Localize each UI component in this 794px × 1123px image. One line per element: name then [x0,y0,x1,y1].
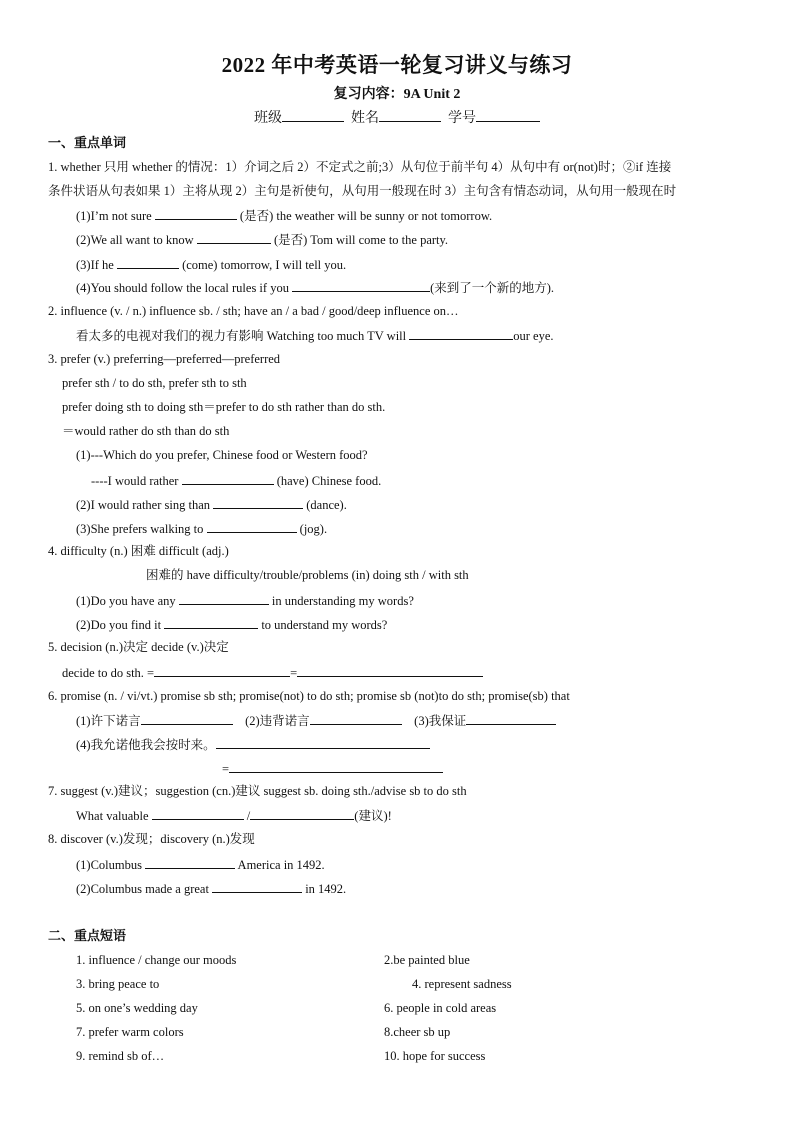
student-info-row [0,109,794,128]
answer-blank[interactable] [297,664,483,677]
whether-ex2 [76,231,448,248]
ex-text: (建议)! [354,809,392,823]
ex-text: to understand my words? [261,618,388,632]
phrase-item: 7. prefer warm colors [76,1025,184,1039]
page-title: 2022 年中考英语一轮复习讲义与练习 [221,53,573,77]
decision-line1: 5. decision (n.)决定 decide (v.)决定 [48,640,229,654]
decision-line2 [62,664,483,681]
influence-ex1 [76,327,554,344]
ex-text: What valuable [76,809,149,823]
ex-text: = [222,762,230,776]
ex-text: (3)If he [76,258,114,272]
whether-ex4 [76,279,554,296]
difficulty-ex2 [76,616,387,633]
ex-text: / [246,809,251,823]
phrase-item: 10. hope for success [384,1049,486,1063]
prefer-line2: prefer sth / to do sth, prefer sth to sth [62,376,247,390]
promise-line1: 6. promise (n. / vi/vt.) promise sb sth; promise(not) to do sth; promise sb (not)to do sth; promise(sb) that [48,689,570,703]
ex-text: (3)我保证 [414,714,467,728]
prefer-ex1b [91,472,381,489]
answer-blank[interactable] [229,760,443,773]
name-label: 姓名 [351,111,379,126]
ex-text: (1)许下诺言 [76,714,141,728]
discover-line1: 8. discover (v.)发现；discovery (n.)发现 [48,832,255,846]
ex-text: America in 1492. [237,858,325,872]
promise-ex4b [222,760,443,777]
ex-text: 看太多的电视对我们的视力有影响 Watching too much TV will [76,329,407,343]
ex-text: (2)违背诺言 [245,714,310,728]
ex-text: (1)I’m not sure [76,209,152,223]
answer-blank[interactable] [207,520,297,533]
phrase-item: 6. people in cold areas [384,1001,497,1015]
ex-text: (4)You should follow the local rules if you [76,281,289,295]
ex-text: (2)Columbus made a great [76,882,209,896]
section2-heading: 二、重点短语 [48,928,127,943]
answer-blank[interactable] [141,712,233,725]
page-subtitle: 复习内容：9A Unit 2 [333,87,461,102]
answer-blank[interactable] [409,327,513,340]
ex-text: in 1492. [305,882,347,896]
name-blank[interactable] [379,109,441,122]
difficulty-line2: 困难的 have difficulty/trouble/problems (in) doing sth / with sth [146,568,469,582]
whether-line1: 1. whether 只用 whether 的情况：1）介词之后 2）不定式之前;3）从句位于前半句 4）从句中有 or(not)时；②if 连接 [48,160,672,174]
ex-text: (4)我允诺他我会按时来。 [76,738,216,752]
ex-text: = [290,666,298,680]
answer-blank[interactable] [154,664,290,677]
prefer-line1: 3. prefer (v.) preferring—preferred—preferred [48,352,281,366]
suggest-ex1 [76,807,392,824]
ex-text: (dance). [306,498,347,512]
ex-text: (是否) Tom will come to the party. [273,233,449,247]
ex-text: (来到了一个新的地方). [430,281,555,295]
promise-ex1-3 [76,712,556,729]
class-blank[interactable] [282,109,344,122]
influence-line1: 2. influence (v. / n.) influence sb. / sth; have an / a bad / good/deep influence on… [48,304,459,318]
ex-text: (1)Do you have any [76,594,176,608]
prefer-ex1: (1)---Which do you prefer, Chinese food or Western food? [76,448,368,462]
whether-ex3 [76,256,346,273]
ex-text: (have) Chinese food. [276,474,382,488]
phrase-item: 3. bring peace to [76,977,160,991]
suggest-line1: 7. suggest (v.)建议；suggestion (cn.)建议 suggest sb. doing sth./advise sb to do sth [48,784,467,798]
phrase-item: 5. on one’s wedding day [76,1001,198,1015]
answer-blank[interactable] [250,807,354,820]
answer-blank[interactable] [155,207,237,220]
answer-blank[interactable] [182,472,274,485]
ex-text: (come) tomorrow, I will tell you. [182,258,347,272]
ex-text: (2)We all want to know [76,233,194,247]
answer-blank[interactable] [197,231,271,244]
ex-text: (3)She prefers walking to [76,522,204,536]
ex-text: (2)I would rather sing than [76,498,210,512]
whether-line2: 条件状语从句表如果 1）主将从现 2）主句是祈使句，从句用一般现在时 3）主句含有情态动词，从句用一般现在时 [48,184,677,198]
phrase-item: 2.be painted blue [384,953,470,967]
ex-text: (是否) the weather will be sunny or not tomorrow. [239,209,493,223]
phrase-item: 9. remind sb of… [76,1049,165,1063]
ex-text: decide to do sth. = [62,666,155,680]
phrase-item: 4. represent sadness [412,977,512,991]
answer-blank[interactable] [179,592,269,605]
answer-blank[interactable] [213,496,303,509]
answer-blank[interactable] [117,256,179,269]
ex-text: ----I would rather [91,474,179,488]
phrase-item: 1. influence / change our moods [76,953,237,967]
answer-blank[interactable] [292,279,430,292]
answer-blank[interactable] [152,807,244,820]
ex-text: (jog). [299,522,328,536]
prefer-line4: ＝would rather do sth than do sth [62,424,230,438]
answer-blank[interactable] [145,856,235,869]
whether-ex1 [76,207,492,224]
answer-blank[interactable] [216,736,430,749]
promise-ex4 [76,736,430,753]
difficulty-ex1 [76,592,414,609]
ex-text: our eye. [513,329,554,343]
number-label: 学号 [448,111,476,126]
answer-blank[interactable] [466,712,556,725]
phrase-item: 8.cheer sb up [384,1025,451,1039]
ex-text: in understanding my words? [271,594,414,608]
discover-ex2 [76,880,346,897]
prefer-ex3 [76,520,327,537]
answer-blank[interactable] [310,712,402,725]
difficulty-line1: 4. difficulty (n.) 困难 difficult (adj.) [48,544,229,558]
answer-blank[interactable] [212,880,302,893]
prefer-line3: prefer doing sth to doing sth＝prefer to do sth rather than do sth. [62,400,386,414]
answer-blank[interactable] [164,616,258,629]
section1-heading: 一、重点单词 [48,135,127,150]
ex-text: (2)Do you find it [76,618,162,632]
discover-ex1 [76,856,325,873]
ex-text: (1)Columbus [76,858,142,872]
number-blank[interactable] [476,109,540,122]
class-label: 班级 [254,111,282,126]
prefer-ex2 [76,496,347,513]
